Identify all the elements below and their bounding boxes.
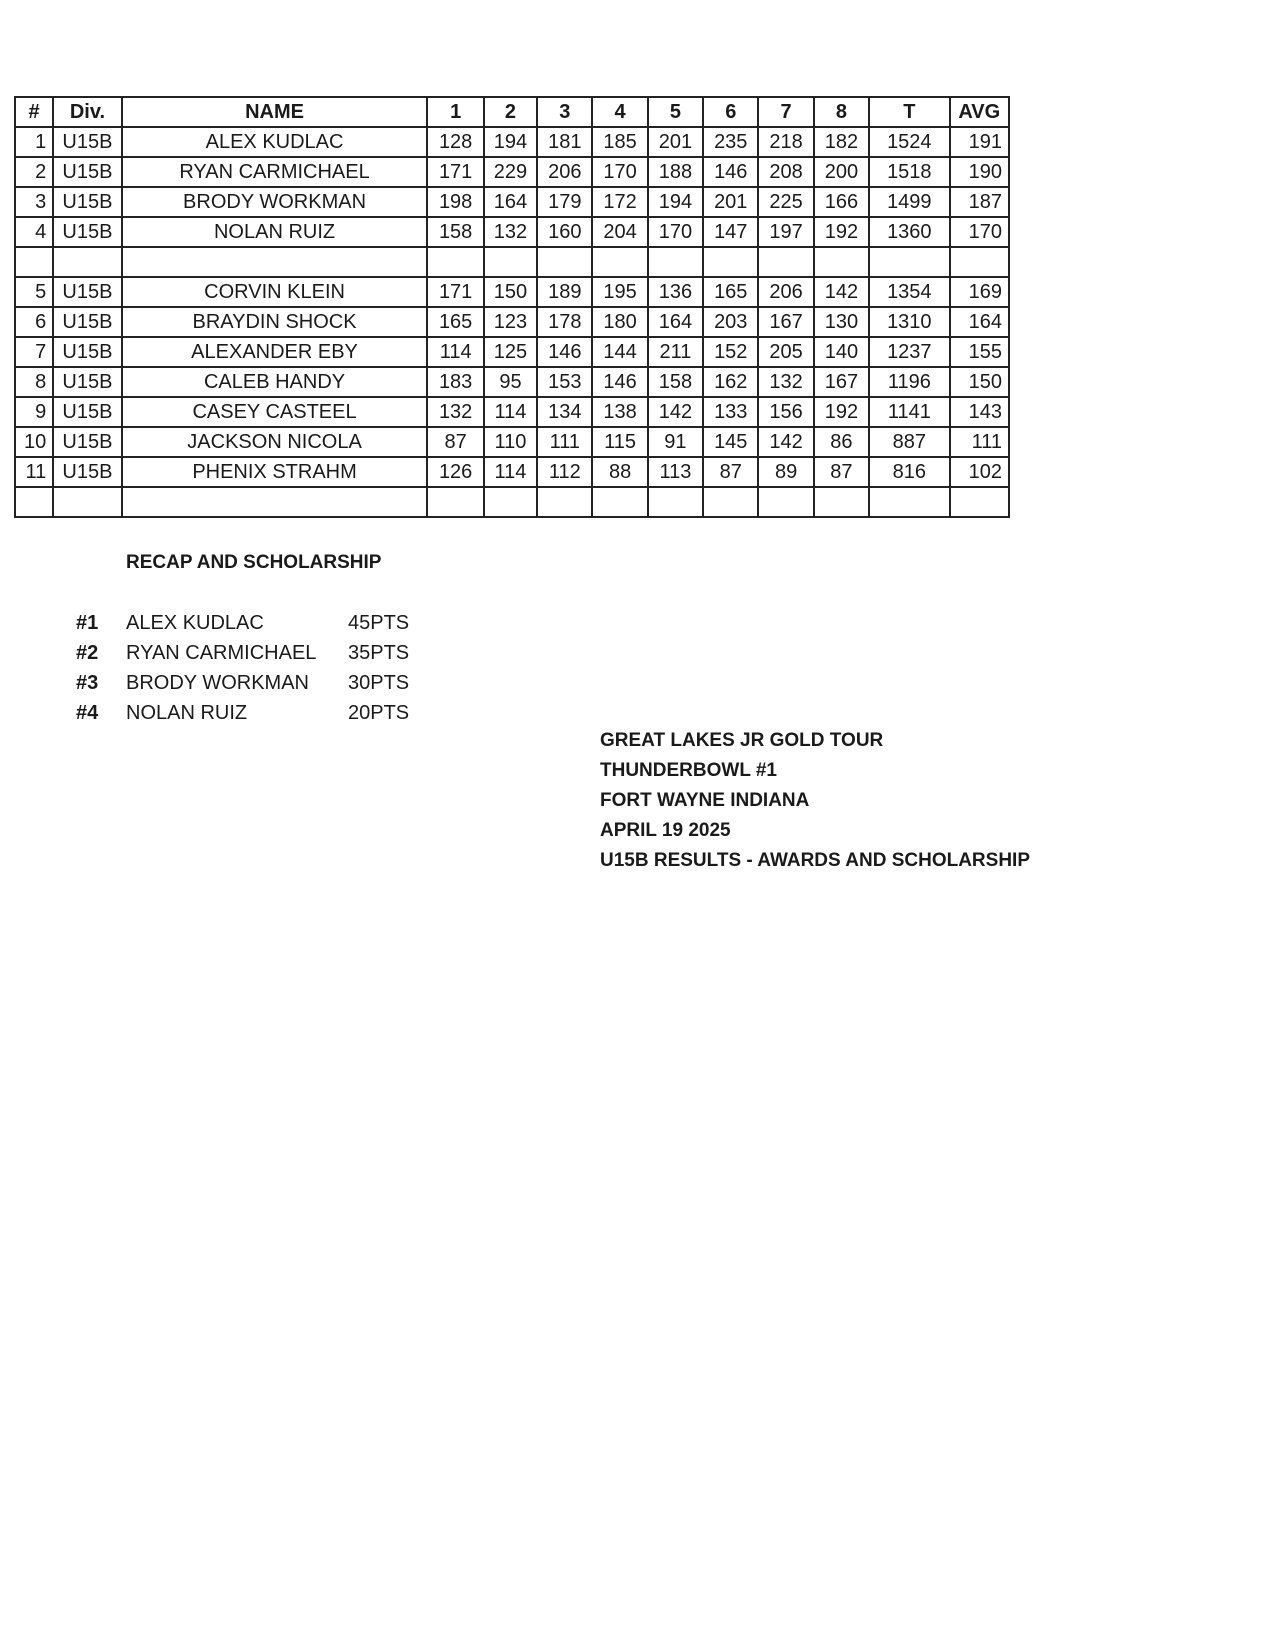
- game-4-cell: 115: [592, 427, 647, 457]
- game-2-cell: 194: [484, 127, 537, 157]
- game-5-cell: 158: [648, 367, 703, 397]
- division-cell: U15B: [53, 457, 121, 487]
- table-body: [15, 127, 1009, 517]
- game-6-cell: 235: [703, 127, 758, 157]
- game-6-cell: 147: [703, 217, 758, 247]
- game-3-cell: 112: [537, 457, 592, 487]
- rank-cell: [15, 487, 53, 517]
- game-2-cell: 95: [484, 367, 537, 397]
- name-cell: BRODY WORKMAN: [122, 187, 428, 217]
- recap-name: RYAN CARMICHAEL: [126, 642, 317, 664]
- game-3-cell: 178: [537, 307, 592, 337]
- recap-points: 35PTS: [348, 642, 410, 664]
- recap-rank: #3: [76, 672, 99, 694]
- game-4-cell: 180: [592, 307, 647, 337]
- total-cell: 1499: [869, 187, 949, 217]
- total-cell: [869, 247, 949, 277]
- table-row: [15, 427, 1009, 457]
- division-cell: [53, 247, 121, 277]
- event-results-title: U15B RESULTS - AWARDS AND SCHOLARSHIP: [600, 850, 1030, 871]
- table-row: [15, 307, 1009, 337]
- game-3-cell: 181: [537, 127, 592, 157]
- average-cell: 187: [950, 187, 1009, 217]
- division-cell: U15B: [53, 187, 121, 217]
- header-game-1: 1: [427, 97, 483, 127]
- rank-cell: 8: [15, 367, 53, 397]
- table-row: [15, 127, 1009, 157]
- average-cell: 143: [950, 397, 1009, 427]
- average-cell: 190: [950, 157, 1009, 187]
- game-5-cell: 164: [648, 307, 703, 337]
- average-cell: 150: [950, 367, 1009, 397]
- game-3-cell: 206: [537, 157, 592, 187]
- game-4-cell: [592, 247, 647, 277]
- header-total: T: [869, 97, 949, 127]
- header-name: NAME: [122, 97, 428, 127]
- division-cell: U15B: [53, 397, 121, 427]
- game-5-cell: 91: [648, 427, 703, 457]
- average-cell: 102: [950, 457, 1009, 487]
- name-cell: NOLAN RUIZ: [122, 217, 428, 247]
- recap-points: 20PTS: [348, 702, 410, 724]
- game-6-cell: 152: [703, 337, 758, 367]
- average-cell: 155: [950, 337, 1009, 367]
- game-5-cell: [648, 247, 703, 277]
- recap-name: NOLAN RUIZ: [126, 702, 248, 724]
- game-1-cell: 171: [427, 277, 483, 307]
- rank-cell: 7: [15, 337, 53, 367]
- game-1-cell: 158: [427, 217, 483, 247]
- table-row: [15, 217, 1009, 247]
- game-7-cell: 132: [758, 367, 813, 397]
- average-cell: 164: [950, 307, 1009, 337]
- total-cell: 1141: [869, 397, 949, 427]
- recap-item: [76, 612, 436, 642]
- game-7-cell: 206: [758, 277, 813, 307]
- rank-cell: 9: [15, 397, 53, 427]
- average-cell: [950, 487, 1009, 517]
- game-8-cell: 200: [814, 157, 869, 187]
- table-row: [15, 277, 1009, 307]
- recap-item: [76, 702, 436, 732]
- game-4-cell: [592, 487, 647, 517]
- table-header-row: [15, 97, 1009, 127]
- rank-cell: 6: [15, 307, 53, 337]
- game-7-cell: 89: [758, 457, 813, 487]
- average-cell: [950, 247, 1009, 277]
- game-2-cell: [484, 247, 537, 277]
- game-5-cell: 170: [648, 217, 703, 247]
- game-7-cell: 208: [758, 157, 813, 187]
- division-cell: U15B: [53, 427, 121, 457]
- header-rank: #: [15, 97, 53, 127]
- game-3-cell: 153: [537, 367, 592, 397]
- game-7-cell: 205: [758, 337, 813, 367]
- rank-cell: 1: [15, 127, 53, 157]
- total-cell: 1360: [869, 217, 949, 247]
- rank-cell: 11: [15, 457, 53, 487]
- game-7-cell: 197: [758, 217, 813, 247]
- game-8-cell: 166: [814, 187, 869, 217]
- total-cell: [869, 487, 949, 517]
- game-1-cell: 198: [427, 187, 483, 217]
- game-1-cell: 128: [427, 127, 483, 157]
- header-division: Div.: [53, 97, 121, 127]
- game-7-cell: [758, 487, 813, 517]
- division-cell: U15B: [53, 217, 121, 247]
- game-6-cell: 87: [703, 457, 758, 487]
- name-cell: JACKSON NICOLA: [122, 427, 428, 457]
- division-cell: U15B: [53, 157, 121, 187]
- division-cell: U15B: [53, 277, 121, 307]
- recap-rank: #1: [76, 612, 99, 634]
- game-5-cell: 188: [648, 157, 703, 187]
- name-cell: PHENIX STRAHM: [122, 457, 428, 487]
- game-8-cell: 86: [814, 427, 869, 457]
- name-cell: ALEX KUDLAC: [122, 127, 428, 157]
- game-5-cell: [648, 487, 703, 517]
- game-8-cell: 192: [814, 397, 869, 427]
- game-8-cell: 87: [814, 457, 869, 487]
- rank-cell: 10: [15, 427, 53, 457]
- recap-list: [76, 612, 436, 732]
- rank-cell: 2: [15, 157, 53, 187]
- game-2-cell: 125: [484, 337, 537, 367]
- recap-name: ALEX KUDLAC: [126, 612, 264, 634]
- game-3-cell: 189: [537, 277, 592, 307]
- header-game-6: 6: [703, 97, 758, 127]
- recap-item: [76, 642, 436, 672]
- game-6-cell: 146: [703, 157, 758, 187]
- game-6-cell: 145: [703, 427, 758, 457]
- game-2-cell: 229: [484, 157, 537, 187]
- game-4-cell: 185: [592, 127, 647, 157]
- game-8-cell: 192: [814, 217, 869, 247]
- game-7-cell: [758, 247, 813, 277]
- division-cell: U15B: [53, 307, 121, 337]
- recap-rank: #4: [76, 702, 99, 724]
- average-cell: 191: [950, 127, 1009, 157]
- total-cell: 1310: [869, 307, 949, 337]
- recap-rank: #2: [76, 642, 99, 664]
- game-5-cell: 211: [648, 337, 703, 367]
- rank-cell: 4: [15, 217, 53, 247]
- rank-cell: 5: [15, 277, 53, 307]
- game-1-cell: [427, 247, 483, 277]
- division-cell: [53, 487, 121, 517]
- game-3-cell: [537, 487, 592, 517]
- average-cell: 111: [950, 427, 1009, 457]
- event-date: APRIL 19 2025: [600, 820, 731, 841]
- game-2-cell: 132: [484, 217, 537, 247]
- game-5-cell: 142: [648, 397, 703, 427]
- game-3-cell: 179: [537, 187, 592, 217]
- game-4-cell: 204: [592, 217, 647, 247]
- results-table: [14, 96, 1010, 518]
- total-cell: 1354: [869, 277, 949, 307]
- division-cell: U15B: [53, 127, 121, 157]
- header-game-2: 2: [484, 97, 537, 127]
- game-3-cell: [537, 247, 592, 277]
- header-game-3: 3: [537, 97, 592, 127]
- recap-name: BRODY WORKMAN: [126, 672, 309, 694]
- game-2-cell: 110: [484, 427, 537, 457]
- game-1-cell: 132: [427, 397, 483, 427]
- name-cell: CASEY CASTEEL: [122, 397, 428, 427]
- rank-cell: [15, 247, 53, 277]
- header-average: AVG: [950, 97, 1009, 127]
- game-5-cell: 113: [648, 457, 703, 487]
- game-3-cell: 160: [537, 217, 592, 247]
- game-3-cell: 111: [537, 427, 592, 457]
- rank-cell: 3: [15, 187, 53, 217]
- game-2-cell: 123: [484, 307, 537, 337]
- event-info: [600, 726, 1030, 876]
- table-row: [15, 457, 1009, 487]
- total-cell: 887: [869, 427, 949, 457]
- average-cell: 170: [950, 217, 1009, 247]
- game-2-cell: 114: [484, 457, 537, 487]
- game-8-cell: 130: [814, 307, 869, 337]
- game-6-cell: [703, 247, 758, 277]
- game-4-cell: 88: [592, 457, 647, 487]
- name-cell: [122, 247, 428, 277]
- game-1-cell: 87: [427, 427, 483, 457]
- recap-item: [76, 672, 436, 702]
- game-8-cell: 182: [814, 127, 869, 157]
- table-row-blank: [15, 487, 1009, 517]
- game-6-cell: 165: [703, 277, 758, 307]
- name-cell: CALEB HANDY: [122, 367, 428, 397]
- game-3-cell: 134: [537, 397, 592, 427]
- division-cell: U15B: [53, 367, 121, 397]
- total-cell: 1237: [869, 337, 949, 367]
- game-1-cell: 114: [427, 337, 483, 367]
- game-2-cell: 164: [484, 187, 537, 217]
- event-center-name: THUNDERBOWL #1: [600, 760, 777, 781]
- name-cell: BRAYDIN SHOCK: [122, 307, 428, 337]
- game-2-cell: [484, 487, 537, 517]
- total-cell: 816: [869, 457, 949, 487]
- average-cell: 169: [950, 277, 1009, 307]
- game-8-cell: 167: [814, 367, 869, 397]
- header-game-8: 8: [814, 97, 869, 127]
- game-4-cell: 144: [592, 337, 647, 367]
- recap-title: RECAP AND SCHOLARSHIP: [126, 552, 382, 573]
- name-cell: RYAN CARMICHAEL: [122, 157, 428, 187]
- game-6-cell: 162: [703, 367, 758, 397]
- game-7-cell: 142: [758, 427, 813, 457]
- game-4-cell: 146: [592, 367, 647, 397]
- table-row: [15, 337, 1009, 367]
- game-4-cell: 170: [592, 157, 647, 187]
- table-row: [15, 367, 1009, 397]
- game-3-cell: 146: [537, 337, 592, 367]
- game-2-cell: 150: [484, 277, 537, 307]
- game-8-cell: 142: [814, 277, 869, 307]
- table-row: [15, 187, 1009, 217]
- game-4-cell: 138: [592, 397, 647, 427]
- game-4-cell: 195: [592, 277, 647, 307]
- header-game-7: 7: [758, 97, 813, 127]
- game-8-cell: [814, 247, 869, 277]
- game-4-cell: 172: [592, 187, 647, 217]
- game-5-cell: 136: [648, 277, 703, 307]
- game-5-cell: 201: [648, 127, 703, 157]
- game-7-cell: 167: [758, 307, 813, 337]
- table-row-blank: [15, 247, 1009, 277]
- header-game-4: 4: [592, 97, 647, 127]
- header-game-5: 5: [648, 97, 703, 127]
- game-8-cell: [814, 487, 869, 517]
- name-cell: ALEXANDER EBY: [122, 337, 428, 367]
- game-1-cell: 165: [427, 307, 483, 337]
- game-6-cell: [703, 487, 758, 517]
- game-2-cell: 114: [484, 397, 537, 427]
- game-1-cell: 171: [427, 157, 483, 187]
- event-tour-name: GREAT LAKES JR GOLD TOUR: [600, 730, 884, 751]
- game-6-cell: 201: [703, 187, 758, 217]
- game-1-cell: [427, 487, 483, 517]
- recap-points: 45PTS: [348, 612, 410, 634]
- game-1-cell: 126: [427, 457, 483, 487]
- game-7-cell: 156: [758, 397, 813, 427]
- game-6-cell: 203: [703, 307, 758, 337]
- recap-points: 30PTS: [348, 672, 410, 694]
- game-1-cell: 183: [427, 367, 483, 397]
- total-cell: 1196: [869, 367, 949, 397]
- name-cell: [122, 487, 428, 517]
- game-8-cell: 140: [814, 337, 869, 367]
- name-cell: CORVIN KLEIN: [122, 277, 428, 307]
- event-location: FORT WAYNE INDIANA: [600, 790, 810, 811]
- total-cell: 1518: [869, 157, 949, 187]
- division-cell: U15B: [53, 337, 121, 367]
- total-cell: 1524: [869, 127, 949, 157]
- game-6-cell: 133: [703, 397, 758, 427]
- game-5-cell: 194: [648, 187, 703, 217]
- game-7-cell: 225: [758, 187, 813, 217]
- table-row: [15, 397, 1009, 427]
- table-row: [15, 157, 1009, 187]
- game-7-cell: 218: [758, 127, 813, 157]
